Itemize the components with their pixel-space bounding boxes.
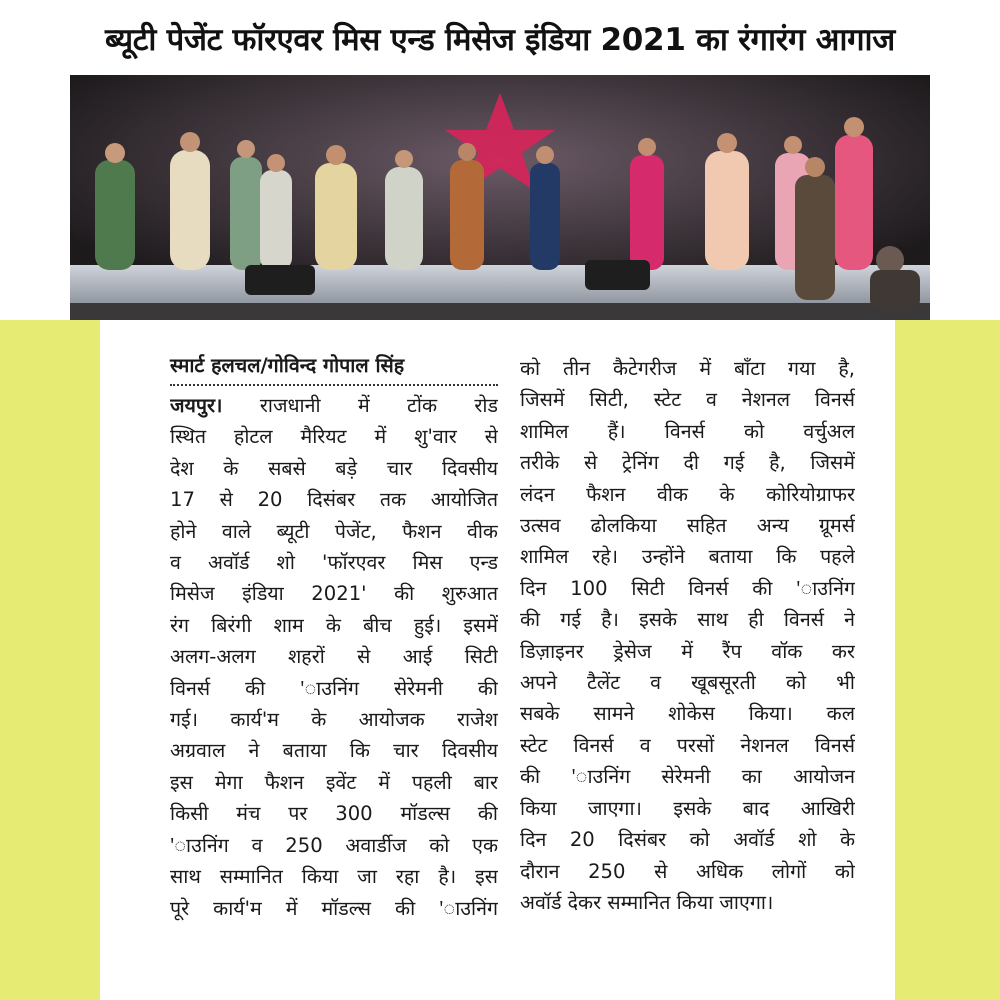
left-side-band: [0, 320, 100, 1000]
article-line: इस मेगा फैशन इवेंट में पहली बार: [170, 770, 498, 794]
article-column-1: [170, 350, 498, 924]
article-line: शामिल हैं। विनर्स को वर्चुअल: [520, 419, 855, 443]
article-line: होने वाले ब्यूटी पेजेंट, फैशन वीक: [170, 519, 498, 543]
article-line: जिसमें सिटी, स्टेट व नेशनल विनर्स: [520, 388, 855, 412]
article-line-text: राजधानी में टोंक रोड: [222, 394, 498, 417]
stage-photo: [70, 75, 930, 320]
article-line: किया जाएगा। इसके बाद आखिरी: [520, 796, 855, 820]
article-line: पूरे कार्य'म में मॉडल्स की 'ाउनिंग: [170, 896, 498, 920]
article-line: दिन 100 सिटी विनर्स की 'ाउनिंग: [520, 576, 855, 600]
article-body: [100, 320, 895, 1000]
article-column-2: [520, 353, 855, 918]
article-line: दौरान 250 से अधिक लोगों को: [520, 859, 855, 883]
article-line: 'ाउनिंग व 250 अवार्डीज को एक: [170, 833, 498, 857]
article-line: स्थित होटल मैरियट में शु'वार से: [170, 425, 498, 449]
article-line: साथ सम्मानित किया जा रहा है। इस: [170, 865, 498, 889]
article-line: स्टेट विनर्स व परसों नेशनल विनर्स: [520, 733, 855, 757]
article-line: 17 से 20 दिसंबर तक आयोजित: [170, 488, 498, 512]
article-line: रंग बिरंगी शाम के बीच हुई। इसमें: [170, 613, 498, 637]
article-line: मिसेज इंडिया 2021' की शुरुआत: [170, 582, 498, 606]
right-side-band: [895, 320, 1000, 1000]
stage-speaker: [245, 265, 315, 295]
article-line: [170, 390, 498, 421]
article-line: अवॉर्ड देकर सम्मानित किया जाएगा।: [520, 890, 774, 914]
article-line: विनर्स की 'ाउनिंग सेरेमनी की: [170, 676, 498, 700]
byline: स्मार्ट हलचल/गोविन्द गोपाल सिंह: [170, 350, 498, 386]
article-line: गई। कार्य'म के आयोजक राजेश: [170, 708, 498, 732]
article-line: किसी मंच पर 300 मॉडल्स की: [170, 802, 498, 826]
article-line: की 'ाउनिंग सेरेमनी का आयोजन: [520, 765, 855, 789]
article-line: अलग-अलग शहरों से आई सिटी: [170, 645, 498, 669]
article-line: अपने टैलेंट व खूबसूरती को भी: [520, 671, 855, 695]
article-line: शामिल रहे। उन्होंने बताया कि पहले: [520, 545, 855, 569]
dateline-place: जयपुर।: [170, 394, 223, 417]
article-line: अग्रवाल ने बताया कि चार दिवसीय: [170, 739, 498, 763]
article-line: दिन 20 दिसंबर को अवॉर्ड शो के: [520, 828, 855, 852]
stage-speaker: [585, 260, 650, 290]
article-line: देश के सबसे बड़े चार दिवसीय: [170, 456, 498, 480]
article-line: की गई है। इसके साथ ही विनर्स ने: [520, 608, 855, 632]
article-line: सबके सामने शोकेस किया। कल: [520, 702, 855, 726]
stage-photo-illustration: [70, 75, 930, 320]
article-line: उत्सव ढोलकिया सहित अन्य ग्रूमर्स: [520, 514, 855, 538]
article-line: को तीन कैटेगरीज में बाँटा गया है,: [520, 357, 855, 380]
article-line: डिज़ाइनर ड्रेसेज में रैंप वॉक कर: [520, 639, 855, 663]
headline: ब्यूटी पेजेंट फॉरएवर मिस एन्ड मिसेज इंडिया 2021 का रंगारंग आगाज: [105, 22, 895, 58]
article-line: लंदन फैशन वीक के कोरियोग्राफर: [520, 482, 855, 506]
article-line: व अवॉर्ड शो 'फॉरएवर मिस एन्ड: [170, 551, 498, 575]
article-line: तरीके से ट्रेनिंग दी गई है, जिसमें: [520, 451, 855, 475]
